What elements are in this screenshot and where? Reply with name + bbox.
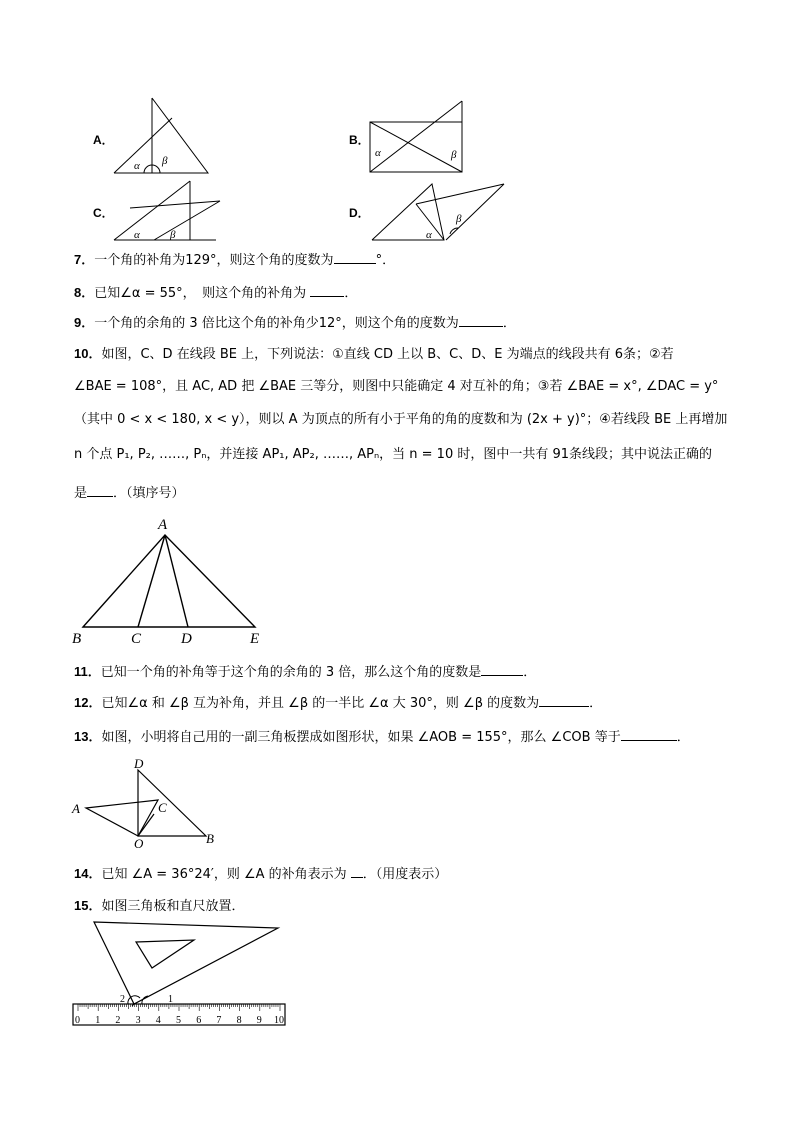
question-suffix: ． [502,316,516,331]
ruler-tick-label: 0 [75,1015,80,1026]
point-o-label: O [134,836,144,851]
question-text: 已知∠α = 55°， 则这个角的补角为 [94,286,307,301]
ruler-ticks [78,1004,280,1011]
ruler-tick-label: 6 [196,1015,202,1026]
question-text: ∠BAE = 108°，且 AC, AD 把 ∠BAE 三等分，则图中只能确定 4 对互补的角；③若 ∠BAE = x°, ∠DAC = y° [74,379,719,394]
answer-blank[interactable] [459,313,503,327]
ruler-tick-label: 9 [256,1015,262,1026]
question-suffix: ． [523,665,537,680]
ruler-tick-label: 1 [95,1015,101,1026]
beta-label: β [162,155,168,167]
angle-2-label: 2 [120,994,125,1005]
answer-blank[interactable] [481,662,523,676]
question-number: 12． [74,695,102,710]
alpha-label: α [375,147,381,159]
question-text: n 个点 P₁, P₂, ……, Pₙ，并连接 AP₁, AP₂, ……, APₙ，当 n = 10 时，图中一共有 91条线段；其中说法正确的 [74,447,713,462]
alpha-label: α [426,229,432,241]
point-b-label: B [72,631,82,647]
figure-13 [70,756,220,851]
question-number: 7． [74,252,95,267]
angle-1-label: 1 [168,994,173,1005]
question-15 [74,896,244,917]
option-d-label: D． [349,206,370,220]
question-8 [74,283,357,304]
ruler-tick-label: 3 [135,1015,141,1026]
answer-blank[interactable] [310,283,344,297]
question-7 [74,250,395,271]
question-text: 如图三角板和直尺放置． [101,899,245,914]
option-a-label: A． [93,133,114,147]
question-number: 11． [74,664,101,679]
point-b-label: B [206,831,214,846]
question-number: 9． [74,315,95,330]
question-text: 已知 ∠A = 36°24′，则 ∠A 的补角表示为 [101,867,347,882]
alpha-label: α [134,160,140,172]
question-11 [74,662,536,683]
point-a-label: A [72,801,80,816]
question-9 [74,313,516,334]
ruler-labels [75,1015,284,1026]
question-text: 已知∠α 和 ∠β 互为补角，并且 ∠β 的一半比 ∠α 大 30°，则 ∠β 的度数为 [101,696,540,711]
answer-blank[interactable] [334,250,376,264]
question-number: 8． [74,285,95,300]
question-10-line-4 [74,445,712,465]
question-number: 15． [74,898,102,913]
question-14 [74,864,447,885]
question-13 [74,727,690,748]
question-10-line-2 [74,377,718,397]
ruler-tick-label: 5 [176,1015,181,1026]
ruler-tick-label: 7 [216,1015,222,1026]
point-a-label: A [158,517,168,533]
answer-blank[interactable] [87,483,113,497]
beta-label: β [170,229,176,241]
question-suffix: ． [344,286,358,301]
answer-blank[interactable] [351,864,363,878]
ruler-tick-label: 10 [274,1015,284,1026]
question-suffix: ．（填序号） [113,486,185,501]
question-suffix: ． [676,730,690,745]
question-text: （其中 0 < x < 180, x < y），则以 A 为顶点的所有小于平角的角的度数和为 (2x + y)°；④若线段 BE 上再增加 [74,412,728,427]
question-number: 13． [74,729,102,744]
option-c-figure [112,180,222,242]
question-10-line-1 [74,344,674,365]
point-c-label: C [131,631,142,647]
beta-label: β [451,149,457,161]
question-text: 一个角的余角的 3 倍比这个角的补角少12°，则这个角的度数为 [94,316,459,331]
option-c-label: C． [93,206,114,220]
question-suffix: ．（用度表示） [362,867,448,882]
question-suffix: °． [375,253,396,268]
option-d-figure [370,182,508,244]
question-number: 10． [74,346,102,361]
option-b-label: B． [349,133,370,147]
answer-blank[interactable] [621,727,677,741]
question-12 [74,693,602,714]
ruler-tick-label: 8 [236,1015,242,1026]
point-e-label: E [250,631,260,647]
answer-blank[interactable] [539,693,589,707]
question-text: 一个角的补角为129°，则这个角的度数为 [94,253,334,268]
question-10-line-3 [74,410,727,430]
question-number: 14． [74,866,102,881]
question-text: 如图，小明将自己用的一副三角板摆成如图形状，如果 ∠AOB = 155°，那么 ∠COB 等于 [101,730,621,745]
point-c-label: C [158,800,167,815]
question-10-line-5 [74,483,185,504]
ruler-tick-label: 4 [155,1015,161,1026]
point-d-label: D [181,631,192,647]
option-a-figure [110,98,215,178]
figure-10 [70,515,270,647]
question-text: 是 [74,486,88,501]
alpha-label: α [134,229,140,241]
option-b-figure [368,100,468,174]
ruler-tick-label: 2 [115,1015,121,1026]
question-text: 如图，C、D 在线段 BE 上，下列说法：①直线 CD 上以 B、C、D、E 为端点的线段共有 6条；②若 [101,347,674,362]
question-suffix: ． [589,696,603,711]
point-d-label: D [134,756,144,771]
question-text: 已知一个角的补角等于这个角的余角的 3 倍，那么这个角的度数是 [100,665,482,680]
beta-label: β [456,213,462,225]
figure-15 [72,920,288,1030]
